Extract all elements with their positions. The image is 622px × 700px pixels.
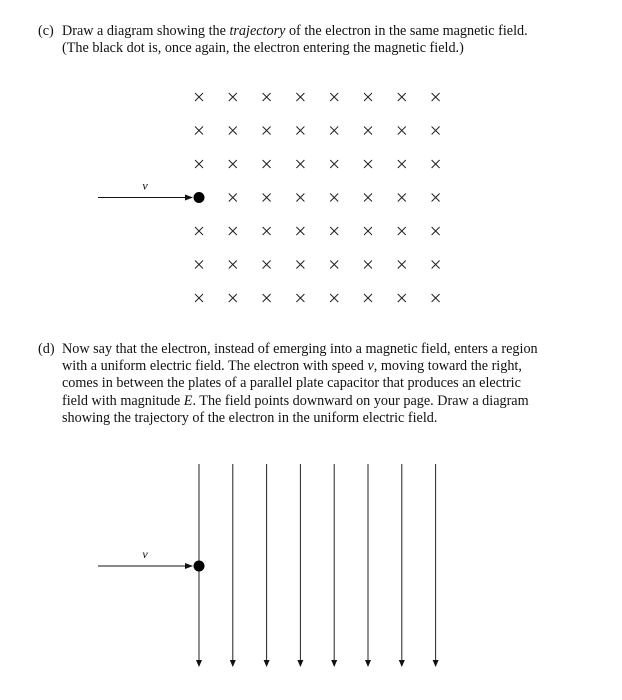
field-cross-icon (296, 294, 304, 302)
field-cross-icon (432, 93, 440, 101)
field-cross-icon (296, 194, 304, 202)
field-cross-icon (432, 227, 440, 235)
field-cross-icon (296, 261, 304, 269)
field-cross-icon (330, 227, 338, 235)
field-cross-icon (195, 294, 203, 302)
field-cross-icon (330, 294, 338, 302)
field-cross-icon (398, 127, 406, 135)
part-d-label: (d) (38, 341, 55, 357)
field-cross-icon (195, 93, 203, 101)
field-cross-icon (296, 160, 304, 168)
field-cross-icon (195, 261, 203, 269)
field-cross-icon (229, 194, 237, 202)
field-cross-icon (195, 160, 203, 168)
field-cross-icon (364, 261, 372, 269)
part-c-label: (c) (38, 23, 54, 39)
field-cross-icon (330, 194, 338, 202)
field-cross-icon (195, 127, 203, 135)
field-cross-icon (229, 294, 237, 302)
field-cross-icon (263, 194, 271, 202)
emphasis-trajectory: trajectory (229, 23, 286, 39)
field-cross-icon (330, 261, 338, 269)
field-cross-icon (364, 160, 372, 168)
variable-v: v (367, 358, 374, 375)
field-cross-icon (364, 93, 372, 101)
magnetic-field-diagram (0, 0, 622, 330)
field-cross-icon (263, 261, 271, 269)
field-cross-icon (263, 160, 271, 168)
field-cross-icon (263, 294, 271, 302)
velocity-label: v (142, 178, 148, 193)
field-cross-icon (330, 160, 338, 168)
field-cross-icon (364, 194, 372, 202)
field-cross-icon (263, 93, 271, 101)
field-cross-icon (398, 93, 406, 101)
field-cross-icon (296, 127, 304, 135)
field-cross-icon (364, 227, 372, 235)
field-cross-icon (398, 294, 406, 302)
field-cross-icon (296, 227, 304, 235)
variable-e: E (183, 392, 193, 409)
field-cross-icon (229, 127, 237, 135)
field-cross-icon (432, 194, 440, 202)
electron-dot (194, 192, 205, 203)
field-cross-icon (398, 227, 406, 235)
field-cross-icon (364, 127, 372, 135)
field-cross-icon (229, 160, 237, 168)
field-cross-icon (432, 261, 440, 269)
question-part-d (38, 341, 583, 427)
field-cross-icon (330, 93, 338, 101)
field-cross-icon (195, 227, 203, 235)
field-cross-icon (398, 160, 406, 168)
velocity-label: v (142, 547, 148, 561)
field-cross-icon (432, 160, 440, 168)
part-d-line-5: showing the trajectory of the electron in the uniform electric field. (62, 409, 438, 426)
part-d-line-4: field with magnitude E. The field points downward on your page. Draw a diagram (62, 392, 529, 409)
field-cross-icon (432, 294, 440, 302)
field-cross-icon (398, 261, 406, 269)
field-cross-icon (398, 194, 406, 202)
field-cross-icon (229, 227, 237, 235)
field-cross-icon (229, 93, 237, 101)
field-cross-icon (263, 227, 271, 235)
part-c-line-2: (The black dot is, once again, the electron entering the magnetic field.) (62, 40, 464, 57)
part-d-line-3: comes in between the plates of a parallel plate capacitor that produces an electric (62, 375, 521, 392)
part-c-line-1: (c) Draw a diagram showing the trajectory of the electron in the same magnetic field. (38, 23, 528, 39)
field-cross-icon (296, 93, 304, 101)
part-d-line-1: (d) Now say that the electron, instead of emerging into a magnetic field, enters a region (38, 341, 538, 357)
field-cross-icon (229, 261, 237, 269)
field-cross-icon (432, 127, 440, 135)
part-d-line-2: with a uniform electric field. The electron with speed v, moving toward the right, (62, 358, 522, 375)
electron-dot (194, 561, 205, 572)
field-cross-icon (330, 127, 338, 135)
field-cross-icon (364, 294, 372, 302)
field-cross-icon (263, 127, 271, 135)
